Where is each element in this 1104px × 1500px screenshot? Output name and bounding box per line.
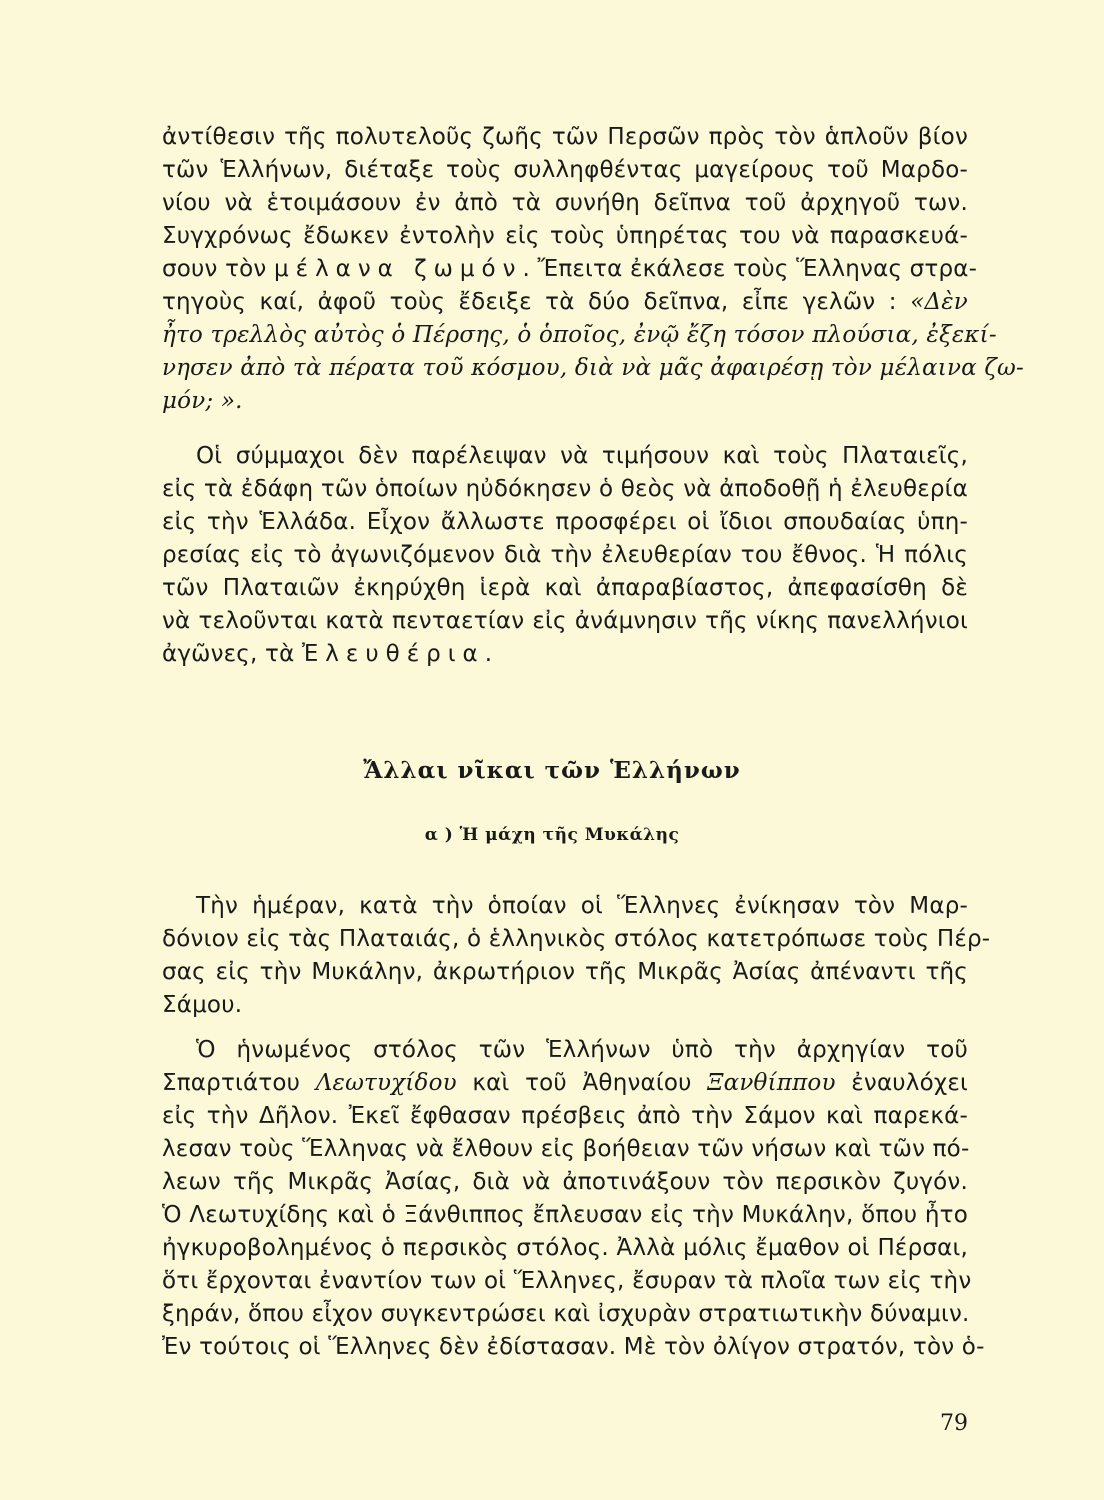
text-run: λεων τῆς Μικρᾶς Ἀσίας, διὰ νὰ ἀποτινάξουν τὸν περσικὸν ζυγόν. xyxy=(162,1169,968,1195)
text-run: εἰς τὴν Ἑλλάδα. Εἶχον ἄλλωστε προσφέρει οἱ ἴδιοι σπουδαίας ὑπη- xyxy=(162,509,968,535)
text-line xyxy=(162,1067,968,1100)
text-run: Τὴν ἡμέραν, κατὰ τὴν ὁποίαν οἱ Ἕλληνες ἐνίκησαν τὸν Μαρ- xyxy=(196,893,968,919)
text-line xyxy=(162,385,968,418)
text-line xyxy=(162,1265,972,1298)
text-line xyxy=(162,473,968,506)
paragraph xyxy=(162,121,1024,418)
text-run: ἦτο τρελλὸς αὐτὸς ὁ Πέρσης, ὁ ὁποῖος, ἐνῷ ἔζη τόσον πλούσια, ἐξεκί- xyxy=(162,322,997,348)
text-run: σας εἰς τὴν Μυκάλην, ἀκρωτήριον τῆς Μικρᾶς Ἀσίας ἀπέναντι τῆς xyxy=(162,959,968,985)
text-line xyxy=(162,1100,968,1133)
text-run: καὶ τοῦ Ἀθηναίου xyxy=(456,1070,708,1096)
text-run: Συγχρόνως ἔδωκεν ἐντολὴν εἰς τοὺς ὑπηρέτας του νὰ παρασκευά- xyxy=(162,223,968,249)
text-run: Σάμου. xyxy=(162,992,243,1018)
text-line xyxy=(162,187,968,220)
paragraph xyxy=(162,440,968,671)
text-run: Ὁ ἡνωμένος στόλος τῶν Ἑλλήνων ὑπὸ τὴν ἀρχηγίαν τοῦ xyxy=(196,1037,968,1063)
text-run: ξηράν, ὅπου εἶχον συγκεντρώσει καὶ ἰσχυρὰν στρατιωτικὴν δύναμιν. xyxy=(162,1301,970,1327)
text-line xyxy=(162,638,968,671)
subsection-heading: α ) Ἡ μάχη τῆς Μυκάλης xyxy=(424,825,680,845)
text-run: «Δὲν xyxy=(910,289,968,315)
text-line xyxy=(162,572,968,605)
text-run: σουν τὸν xyxy=(162,256,274,282)
text-line xyxy=(162,956,968,989)
text-run: . xyxy=(484,641,493,667)
text-run: ἀντίθεσιν τῆς πολυτελοῦς ζωῆς τῶν Περσῶν πρὸς τὸν ἁπλοῦν βίον xyxy=(162,124,968,150)
text-line xyxy=(162,286,968,319)
text-line xyxy=(162,440,968,473)
text-line xyxy=(162,923,991,956)
section-heading: Ἄλλαι νῖκαι τῶν Ἑλλήνων xyxy=(363,757,741,784)
text-run: Οἱ σύμμαχοι δὲν παρέλειψαν νὰ τιμήσουν καὶ τοὺς Πλαταιεῖς, xyxy=(196,443,968,469)
text-run: νίου νὰ ἑτοιμάσουν ἐν ἀπὸ τὰ συνήθη δεῖπνα τοῦ ἀρχηγοῦ των. xyxy=(162,190,968,216)
text-line xyxy=(162,1331,985,1364)
paragraph xyxy=(162,890,991,1022)
text-line xyxy=(162,890,968,923)
text-run: ὅτι ἔρχονται ἐναντίον των οἱ Ἕλληνες, ἔσυραν τὰ πλοῖα των εἰς τὴν xyxy=(162,1268,972,1294)
text-run: ρεσίας εἰς τὸ ἀγωνιζόμενον διὰ τὴν ἐλευθερίαν του ἔθνος. Ἡ πόλις xyxy=(162,542,968,568)
text-run: ἐναυλόχει xyxy=(835,1070,968,1096)
text-line xyxy=(162,1199,968,1232)
text-run: Λεωτυχίδου xyxy=(315,1070,457,1096)
text-run: μόν; ». xyxy=(162,388,243,414)
text-run: Ἐν τούτοις οἱ Ἕλληνες δὲν ἐδίστασαν. Μὲ τὸν ὀλίγον στρατόν, τὸν ὁ- xyxy=(162,1334,985,1360)
text-line xyxy=(162,989,968,1022)
text-line xyxy=(162,605,968,638)
text-run: τηγοὺς καί, ἀφοῦ τοὺς ἔδειξε τὰ δύο δεῖπνα, εἶπε γελῶν : xyxy=(162,289,911,315)
text-line xyxy=(162,1298,968,1331)
text-line xyxy=(162,121,968,154)
text-line xyxy=(162,539,968,572)
text-run: ἠγκυροβολημένος ὁ περσικὸς στόλος. Ἀλλὰ μόλις ἔμαθον οἱ Πέρσαι, xyxy=(162,1235,968,1261)
text-run: τῶν Ἑλλήνων, διέταξε τοὺς συλληφθέντας μαγείρους τοῦ Μαρδο- xyxy=(162,157,968,183)
text-line xyxy=(162,352,1024,385)
text-run: μέλανα ζωμόν xyxy=(274,256,523,282)
text-run: Ὁ Λεωτυχίδης καὶ ὁ Ξάνθιππος ἔπλευσαν εἰς τὴν Μυκάλην, ὅπου ἦτο xyxy=(162,1202,968,1228)
text-run: τῶν Πλαταιῶν ἐκηρύχθη ἱερὰ καὶ ἀπαραβίαστος, ἀπεφασίσθη δὲ xyxy=(162,575,968,601)
text-line xyxy=(162,1133,968,1166)
text-run: λεσαν τοὺς Ἕλληνας νὰ ἔλθουν εἰς βοήθειαν τῶν νήσων καὶ τῶν πό- xyxy=(162,1136,970,1162)
text-run: Σπαρτιάτου xyxy=(162,1070,316,1096)
text-run: νὰ τελοῦνται κατὰ πενταετίαν εἰς ἀνάμνησιν τῆς νίκης πανελλήνιοι xyxy=(162,608,968,634)
page-number: 79 xyxy=(940,1411,968,1436)
text-line xyxy=(162,1232,968,1265)
text-line xyxy=(162,506,968,539)
text-line xyxy=(162,1034,968,1067)
text-run: εἰς τὰ ἐδάφη τῶν ὁποίων ηὐδόκησεν ὁ θεὸς νὰ ἀποδοθῇ ἡ ἐλευθερία xyxy=(162,476,968,502)
text-run: νησεν ἀπὸ τὰ πέρατα τοῦ κόσμου, διὰ νὰ μᾶς ἀφαιρέσῃ τὸν μέλαινα ζω- xyxy=(162,355,1024,381)
text-line xyxy=(162,1166,968,1199)
text-run: εἰς τὴν Δῆλον. Ἐκεῖ ἔφθασαν πρέσβεις ἀπὸ τὴν Σάμον καὶ παρεκά- xyxy=(162,1103,968,1129)
text-run: . Ἔπειτα ἐκάλεσε τοὺς Ἕλληνας στρα- xyxy=(522,256,978,282)
text-line xyxy=(162,319,997,352)
text-run: δόνιον εἰς τὰς Πλαταιάς, ὁ ἑλληνικὸς στόλος κατετρόπωσε τοὺς Πέρ- xyxy=(162,926,991,952)
text-run: Ἐλευθέρια xyxy=(301,641,485,667)
paragraph xyxy=(162,1034,985,1364)
text-line xyxy=(162,220,968,253)
text-run: ἀγῶνες, τὰ xyxy=(162,641,302,667)
text-run: Ξανθίππου xyxy=(707,1070,836,1096)
text-line xyxy=(162,253,978,286)
text-line xyxy=(162,154,968,187)
